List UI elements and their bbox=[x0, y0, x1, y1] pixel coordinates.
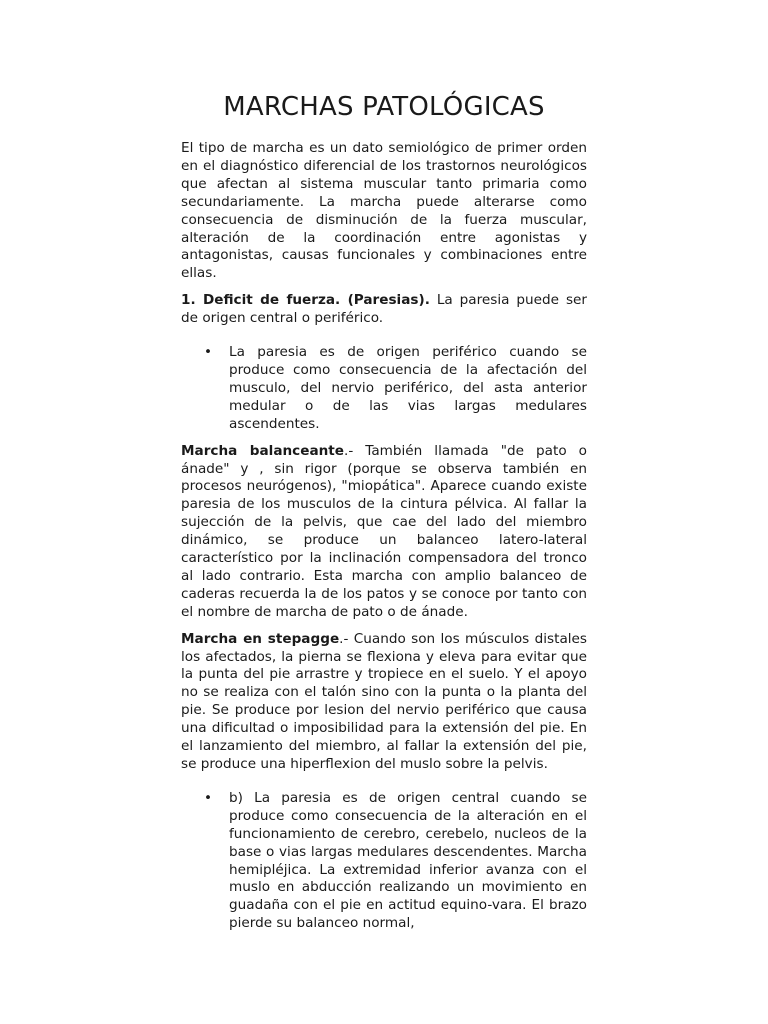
stepagge-paragraph bbox=[181, 631, 587, 774]
list-item bbox=[181, 344, 587, 434]
section1-paragraph bbox=[181, 292, 587, 328]
balanceante-text: .- También llamada "de pato o ánade" y , sin rigor (porque se observa también en procesos neurógenos), "miopática". Aparece cuando existe paresia de los musculos de la cintura pélvica. Al fallar la sujección de la pelvis, que cae del lado del miembro dinámico, se produce un balanceo latero-lateral característico por la inclinación compensadora del tronco al lado contrario. Esta marcha con amplio balanceo de caderas recuerda la de los patos y se conoce por tanto con el nombre de marcha de pato o de ánade. bbox=[181, 442, 587, 620]
balanceante-heading: Marcha balanceante bbox=[181, 442, 345, 459]
bullet-list-1 bbox=[181, 344, 587, 434]
balanceante-paragraph bbox=[181, 443, 587, 622]
stepagge-heading: Marcha en stepagge bbox=[181, 630, 340, 647]
section1-text: La paresia puede ser de origen central o periférico. bbox=[181, 292, 587, 327]
list-item-text: b) La paresia es de origen central cuando se produce como consecuencia de la alteración en el funcionamiento de cerebro, cerebelo, nucleos de la base o vias largas medulares descendentes. Marcha hemipléjica. La extremidad inferior avanza con el muslo en abducción realizando un movimiento en guadaña con el pie en actitud equino-vara. El brazo pierde su balanceo normal, bbox=[229, 789, 587, 932]
bullet-icon: • bbox=[204, 344, 213, 361]
document-title: MARCHAS PATOLÓGICAS bbox=[223, 92, 545, 122]
bullet-list-2 bbox=[181, 790, 587, 933]
section1-heading: 1. Deficit de fuerza. (Paresias). bbox=[181, 292, 430, 309]
bullet-icon: • bbox=[204, 789, 213, 806]
stepagge-text: .- Cuando son los músculos distales los afectados, la pierna se flexiona y eleva para evitar que la punta del pie arrastre y tropiece en el suelo. Y el apoyo no se realiza con el talón sino con la punta o la planta del pie. Se produce por lesion del nervio periférico que causa una dificultad o imposibilidad para la extensión del pie. En el lanzamiento del miembro, al fallar la extensión del pie, se produce una hiperflexion del muslo sobre la pelvis. bbox=[181, 630, 587, 772]
list-item bbox=[181, 790, 587, 933]
list-item-text: La paresia es de origen periférico cuando se produce como consecuencia de la afectación del musculo, del nervio periférico, del asta anterior medular o de las vias largas medulares ascendentes. bbox=[229, 344, 587, 432]
intro-paragraph: El tipo de marcha es un dato semiológico de primer orden en el diagnóstico diferencial de los trastornos neurológicos que afectan al sistema muscular tanto primaria como secundariamente. La marcha puede alterarse como consecuencia de disminución de la fuerza muscular, alteración de la coordinación entre agonistas y antagonistas, causas funcionales y combinaciones entre ellas. bbox=[181, 140, 587, 282]
document-page bbox=[181, 88, 587, 942]
